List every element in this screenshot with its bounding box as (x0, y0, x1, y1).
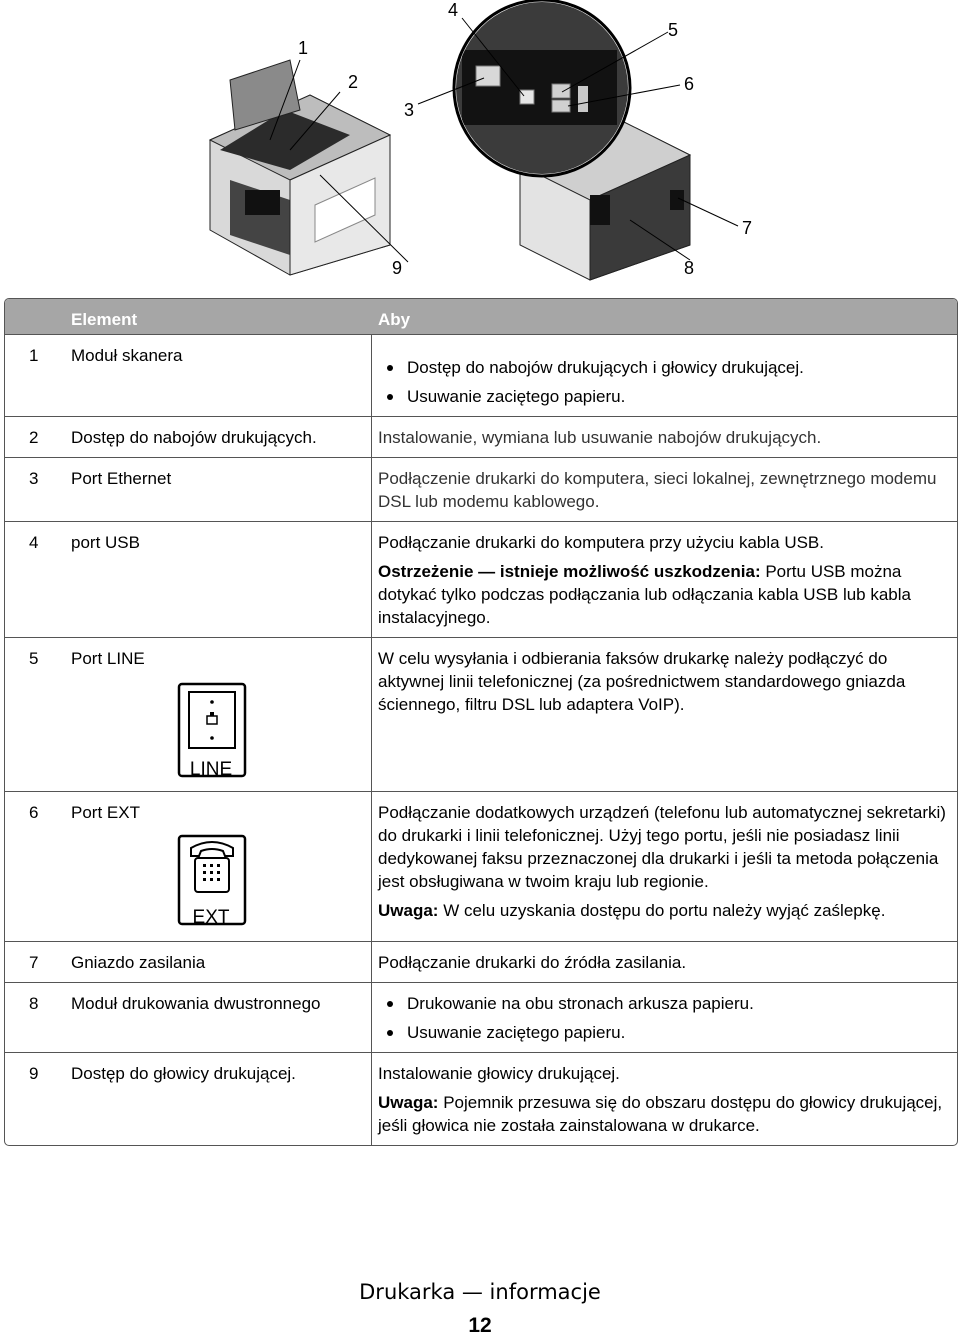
note (378, 899, 949, 922)
purpose-text: Podłączanie dodatkowych urządzeń (telefonu lub automatycznej sekretarki) do drukarki i linii telefonicznej. Użyj tego portu, jeśli nie posiadasz linii dedykowanej faksu przeznaczonej dla drukarki i jeśli ta metoda połączenia jest obsługiwana w twoim kraju lub regionie. (378, 803, 946, 891)
list-item: Dostęp do nabojów drukujących i głowicy drukującej. (378, 356, 949, 379)
row-number: 6 (5, 792, 57, 942)
callout-6: 6 (684, 74, 695, 94)
row-purpose: Podłączenie drukarki do komputera, sieci lokalnej, zewnętrznego modemu DSL lub modemu kablowego. (372, 458, 957, 522)
row-number: 7 (5, 942, 57, 983)
row-element (57, 792, 372, 942)
table-row (5, 335, 957, 417)
printer-drawing (190, 0, 770, 290)
element-table (4, 298, 958, 1146)
header-element: Element (57, 299, 372, 335)
row-number: 8 (5, 983, 57, 1053)
line-icon-label: LINE (189, 759, 233, 780)
note-label: Uwaga: (378, 901, 439, 920)
row-number: 5 (5, 638, 57, 792)
callout-4: 4 (448, 0, 459, 20)
printer-illustration (190, 0, 770, 290)
row-element: port USB (57, 522, 372, 638)
element-label: Port LINE (71, 649, 145, 668)
callout-8: 8 (684, 258, 695, 278)
row-element: Dostęp do nabojów drukujących. (57, 417, 372, 458)
header-num-cell (5, 299, 57, 335)
element-label: Port EXT (71, 803, 140, 822)
row-number: 2 (5, 417, 57, 458)
warning-text: Portu USB można dotykać tylko podczas podłączania lub odłączania kabla USB lub kabla instalacyjnego. (378, 562, 911, 627)
row-element: Moduł drukowania dwustronnego (57, 983, 372, 1053)
purpose-text: Podłączanie drukarki do komputera przy użyciu kabla USB. (378, 533, 824, 552)
note-text: Pojemnik przesuwa się do obszaru dostępu do głowicy drukującej, jeśli głowica nie została zainstalowana w drukarce. (378, 1093, 943, 1135)
table-header-row (5, 299, 957, 335)
row-purpose (372, 335, 957, 417)
table-row (5, 792, 957, 942)
row-purpose (372, 1053, 957, 1145)
table-row (5, 983, 957, 1053)
warning-label: Ostrzeżenie — istnieje możliwość uszkodzenia: (378, 562, 761, 581)
page-number: 12 (468, 1314, 492, 1337)
list-item: Drukowanie na obu stronach arkusza papieru. (378, 992, 949, 1015)
warning-note (378, 560, 949, 629)
row-purpose: Podłączanie drukarki do źródła zasilania. (372, 942, 957, 983)
row-purpose: Instalowanie, wymiana lub usuwanie nabojów drukujących. (372, 417, 957, 458)
row-element: Dostęp do głowicy drukującej. (57, 1053, 372, 1145)
table-row (5, 638, 957, 792)
table-row (5, 1053, 957, 1145)
table-row (5, 458, 957, 522)
callout-7: 7 (742, 218, 753, 238)
ext-port-icon (177, 834, 245, 929)
list-item: Usuwanie zaciętego papieru. (378, 385, 949, 408)
row-number: 1 (5, 335, 57, 417)
footer-section-title: Drukarka — informacje (359, 1280, 601, 1304)
row-number: 9 (29, 1064, 39, 1083)
row-purpose (372, 792, 957, 942)
line-port-icon (177, 682, 245, 781)
note (378, 1091, 949, 1137)
table-row (5, 942, 957, 983)
header-aby: Aby (372, 299, 957, 335)
ext-icon-label: EXT (192, 907, 230, 928)
callout-3: 3 (404, 100, 415, 120)
row-purpose: W celu wysyłania i odbierania faksów drukarkę należy podłączyć do aktywnej linii telefonicznej (za pośrednictwem standardowego gniazda ściennego, filtru DSL lub adaptera VoIP). (372, 638, 957, 792)
row-element: Gniazdo zasilania (57, 942, 372, 983)
callout-9: 9 (392, 258, 403, 278)
table-row (5, 522, 957, 638)
note-label: Uwaga: (378, 1093, 439, 1112)
note-text: W celu uzyskania dostępu do portu należy wyjąć zaślepkę. (438, 901, 886, 920)
callout-2: 2 (348, 72, 359, 92)
row-purpose (372, 983, 957, 1053)
row-number: 3 (5, 458, 57, 522)
callout-5: 5 (668, 20, 679, 40)
table-row (5, 417, 957, 458)
purpose-text: Instalowanie głowicy drukującej. (378, 1064, 620, 1083)
row-number: 4 (5, 522, 57, 638)
row-element: Port Ethernet (57, 458, 372, 522)
row-element (57, 638, 372, 792)
list-item: Usuwanie zaciętego papieru. (378, 1021, 949, 1044)
row-purpose (372, 522, 957, 638)
row-element: Moduł skanera (57, 335, 372, 417)
callout-1: 1 (298, 38, 309, 58)
